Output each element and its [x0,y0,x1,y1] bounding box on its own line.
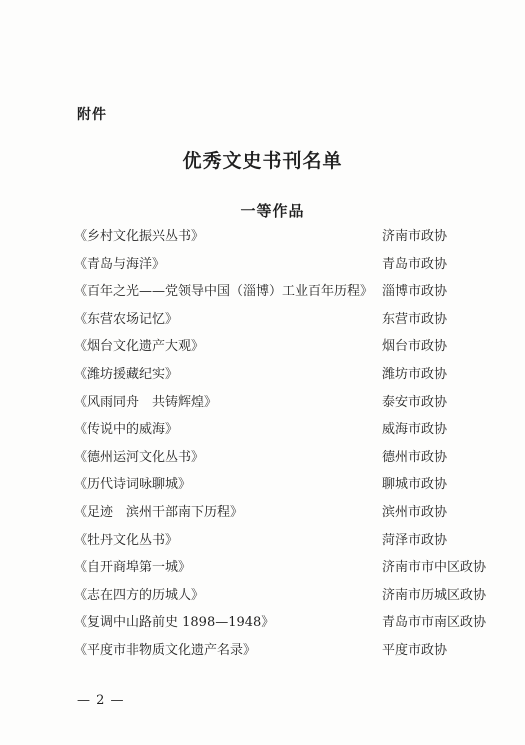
organization: 滨州市政协 [382,504,448,520]
organization: 聊城市政协 [382,477,448,493]
attachment-label: 附件 [77,107,107,123]
work-title: 《牡丹文化丛书》 [74,532,179,548]
list-item [74,256,494,284]
organization: 威海市政协 [382,422,448,438]
list-item [74,366,494,394]
work-title: 《德州运河文化丛书》 [74,449,205,465]
entry-list [74,228,494,670]
list-item [74,421,494,449]
page-number: — 2 — [77,693,125,708]
list-item [74,587,494,615]
organization: 潍坊市政协 [382,366,448,382]
work-title: 《传说中的威海》 [74,422,179,438]
work-title: 《足迹 滨州干部南下历程》 [74,504,244,520]
organization: 菏泽市政协 [382,532,448,548]
list-item [74,338,494,366]
work-title: 《风雨同舟 共铸辉煌》 [74,394,218,410]
organization: 济南市历城区政协 [382,587,487,603]
work-title: 《历代诗词咏聊城》 [74,477,192,493]
work-title: 《青岛与海洋》 [74,256,166,272]
work-title: 《百年之光——党领导中国（淄博）工业百年历程》 [74,284,374,300]
organization: 淄博市政协 [382,284,448,300]
list-item [74,228,494,256]
work-title: 《潍坊援藏纪实》 [74,366,179,382]
work-title: 《烟台文化遗产大观》 [74,339,205,355]
organization: 济南市市中区政协 [382,560,487,576]
work-title: 《乡村文化振兴丛书》 [74,229,205,244]
section-title: 一等作品 [240,202,305,220]
work-title: 《自开商埠第一城》 [74,560,192,576]
organization: 东营市政协 [382,311,448,327]
list-item [74,642,494,670]
organization: 青岛市政协 [382,256,448,272]
work-title: 《复调中山路前史 1898—1948》 [74,615,275,631]
list-item [74,394,494,422]
list-item [74,283,494,311]
work-title: 《平度市非物质文化遗产名录》 [74,642,257,658]
list-item [74,449,494,477]
list-item [74,476,494,504]
organization: 德州市政协 [382,449,448,465]
organization: 济南市政协 [382,229,448,244]
organization: 平度市政协 [382,642,448,658]
work-title: 《志在四方的历城人》 [74,587,205,603]
organization: 青岛市市南区政协 [382,615,487,631]
work-title: 《东营农场记忆》 [74,311,179,327]
list-item [74,311,494,339]
document-title: 优秀文史书刊名单 [182,150,343,172]
list-item [74,614,494,642]
list-item [74,559,494,587]
list-item [74,532,494,560]
list-item [74,504,494,532]
organization: 泰安市政协 [382,394,448,410]
organization: 烟台市政协 [382,339,448,355]
